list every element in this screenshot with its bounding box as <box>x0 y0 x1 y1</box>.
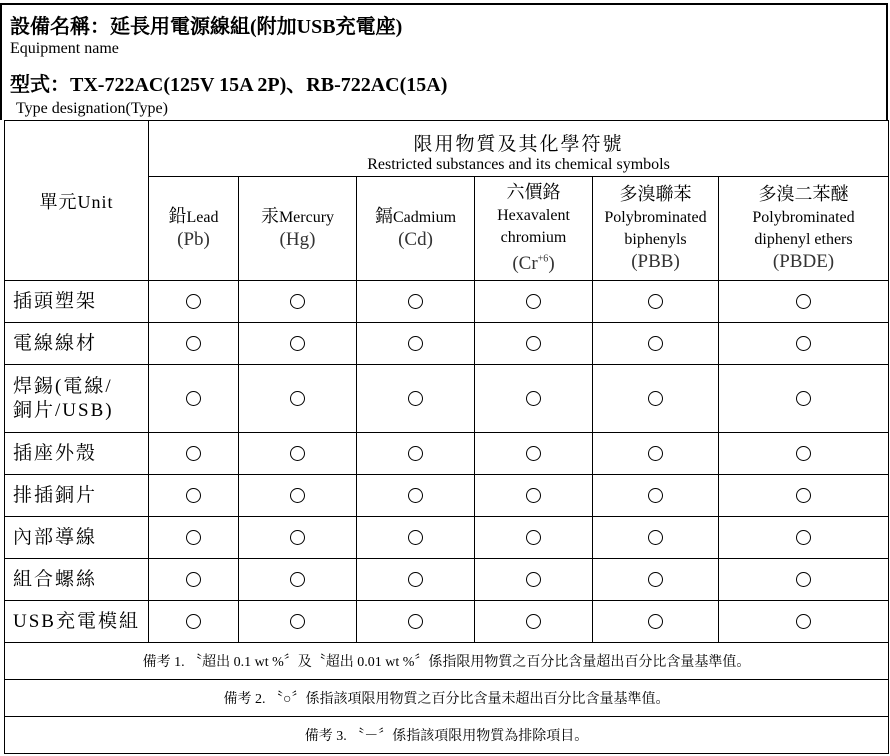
pbde-en: Polybrominated diphenyl ethers <box>752 209 855 248</box>
compliance-cell <box>239 517 357 559</box>
compliant-circle-mark <box>796 614 811 629</box>
restricted-substances-table <box>4 120 889 754</box>
pbde-cn: 多溴二苯醚 <box>758 184 849 204</box>
lead-cn: 鉛 <box>168 206 187 226</box>
compliant-circle-mark <box>796 294 811 309</box>
compliant-circle-mark <box>796 446 811 461</box>
compliance-cell <box>357 601 475 643</box>
chromium-en: Hexavalent chromium <box>497 206 570 246</box>
compliant-circle-mark <box>648 530 663 545</box>
pbb-en: Polybrominated biphenyls <box>604 209 707 248</box>
compliant-circle-mark <box>648 572 663 587</box>
compliant-circle-mark <box>526 488 541 503</box>
compliance-cell <box>357 475 475 517</box>
column-header-cadmium <box>357 177 475 281</box>
table-row <box>5 281 889 323</box>
compliant-circle-mark <box>648 391 663 406</box>
table-row <box>5 475 889 517</box>
compliance-cell <box>475 475 593 517</box>
compliant-circle-mark <box>648 446 663 461</box>
compliant-circle-mark <box>408 446 423 461</box>
compliance-cell <box>239 365 357 433</box>
compliance-cell <box>593 365 719 433</box>
compliance-cell <box>593 281 719 323</box>
compliant-circle-mark <box>290 530 305 545</box>
compliance-cell <box>149 323 239 365</box>
compliance-cell <box>357 323 475 365</box>
column-header-chromium <box>475 177 593 281</box>
compliance-cell <box>239 559 357 601</box>
compliance-cell <box>239 433 357 475</box>
pbb-cn: 多溴聯苯 <box>619 184 692 204</box>
compliance-cell <box>149 365 239 433</box>
mercury-symbol: (Hg) <box>279 229 316 250</box>
compliance-cell <box>593 517 719 559</box>
restricted-header-cn: 限用物質及其化學符號 <box>413 134 624 155</box>
row-label: 電線線材 <box>5 323 149 365</box>
compliance-cell <box>719 475 889 517</box>
type-designation-cn: 型式：TX-722AC(125V 15A 2P)、RB-722AC(15A) <box>10 74 448 96</box>
compliance-cell <box>719 365 889 433</box>
compliant-circle-mark <box>796 336 811 351</box>
compliance-cell <box>239 601 357 643</box>
compliant-circle-mark <box>290 336 305 351</box>
pbb-symbol: (PBB) <box>631 251 680 272</box>
compliant-circle-mark <box>526 294 541 309</box>
chromium-symbol: $(Cr^{+6})$ <box>512 253 555 275</box>
compliant-circle-mark <box>408 614 423 629</box>
compliant-circle-mark <box>186 446 201 461</box>
chromium-cn: 六價鉻 <box>506 181 561 202</box>
compliant-circle-mark <box>186 294 201 309</box>
column-header-pbb <box>593 177 719 281</box>
compliant-circle-mark <box>186 488 201 503</box>
table-row <box>5 323 889 365</box>
compliance-cell <box>719 281 889 323</box>
row-label: 插座外殼 <box>5 433 149 475</box>
compliant-circle-mark <box>186 530 201 545</box>
note-row-3 <box>5 717 889 754</box>
compliance-cell <box>149 559 239 601</box>
cadmium-cn: 鎘 <box>374 206 393 226</box>
restricted-substances-header <box>149 121 889 177</box>
compliant-circle-mark <box>526 391 541 406</box>
compliant-circle-mark <box>290 572 305 587</box>
compliant-circle-mark <box>648 336 663 351</box>
compliant-circle-mark <box>290 488 305 503</box>
compliance-cell <box>149 517 239 559</box>
lead-symbol: (Pb) <box>177 229 210 250</box>
equipment-name-cn: 設備名稱：延長用電源線組(附加USB充電座) <box>10 16 403 38</box>
compliance-cell <box>475 559 593 601</box>
compliant-circle-mark <box>526 572 541 587</box>
compliance-cell <box>719 559 889 601</box>
compliance-cell <box>357 281 475 323</box>
compliant-circle-mark <box>648 294 663 309</box>
compliance-cell <box>719 517 889 559</box>
table-row <box>5 559 889 601</box>
compliant-circle-mark <box>796 391 811 406</box>
lead-en: Lead <box>186 209 219 226</box>
mercury-cn: 汞 <box>260 206 279 226</box>
compliant-circle-mark <box>290 391 305 406</box>
compliance-cell <box>239 281 357 323</box>
compliant-circle-mark <box>290 294 305 309</box>
compliant-circle-mark <box>408 294 423 309</box>
restricted-header-en: Restricted substances and its chemical symbols <box>367 156 670 173</box>
compliance-cell <box>593 475 719 517</box>
compliant-circle-mark <box>796 488 811 503</box>
equipment-name-en: Equipment name <box>10 40 119 57</box>
column-header-mercury <box>239 177 357 281</box>
pbde-symbol: (PBDE) <box>772 251 835 272</box>
compliance-cell <box>475 323 593 365</box>
row-label: 組合螺絲 <box>5 559 149 601</box>
compliance-cell <box>357 433 475 475</box>
compliance-cell <box>593 559 719 601</box>
table-row <box>5 433 889 475</box>
compliant-circle-mark <box>526 336 541 351</box>
compliance-cell <box>593 323 719 365</box>
compliance-cell <box>475 601 593 643</box>
note-1: 備考 1. 〝超出 0.1 wt %〞及〝超出 0.01 wt %〞係指限用物質之百分比含量超出百分比含量基準值。 <box>5 643 889 680</box>
table-header-row-1 <box>5 121 889 177</box>
compliance-cell <box>593 601 719 643</box>
compliant-circle-mark <box>186 391 201 406</box>
compliance-cell <box>239 475 357 517</box>
table-row <box>5 601 889 643</box>
compliance-cell <box>149 281 239 323</box>
row-label-line: 銅片/USB) <box>13 399 114 421</box>
column-header-pbde <box>719 177 889 281</box>
row-label: 插頭塑架 <box>5 281 149 323</box>
row-label-line: 焊錫(電線/ <box>13 375 113 397</box>
row-label: USB充電模組 <box>5 601 149 643</box>
cadmium-en: Cadmium <box>392 209 457 226</box>
row-label: 排插銅片 <box>5 475 149 517</box>
compliance-cell <box>593 433 719 475</box>
note-2: 備考 2. 〝○〞係指該項限用物質之百分比含量未超出百分比含量基準值。 <box>5 680 889 717</box>
compliance-cell <box>149 475 239 517</box>
compliant-circle-mark <box>408 488 423 503</box>
table-row <box>5 365 889 433</box>
compliant-circle-mark <box>186 336 201 351</box>
compliance-cell <box>475 365 593 433</box>
compliance-cell <box>475 281 593 323</box>
row-label: 內部導線 <box>5 517 149 559</box>
compliant-circle-mark <box>186 614 201 629</box>
compliant-circle-mark <box>526 446 541 461</box>
compliance-cell <box>719 601 889 643</box>
compliance-cell <box>475 433 593 475</box>
compliant-circle-mark <box>648 488 663 503</box>
compliant-circle-mark <box>290 614 305 629</box>
note-row-1 <box>5 643 889 680</box>
compliant-circle-mark <box>796 530 811 545</box>
compliant-circle-mark <box>526 614 541 629</box>
unit-header: 單元Unit <box>5 121 149 281</box>
table-body <box>5 281 889 643</box>
compliance-cell <box>357 365 475 433</box>
compliant-circle-mark <box>408 336 423 351</box>
compliance-cell <box>357 559 475 601</box>
compliance-cell <box>239 323 357 365</box>
compliant-circle-mark <box>796 572 811 587</box>
row-label <box>5 365 149 433</box>
type-designation-en: Type designation(Type) <box>16 100 168 117</box>
compliance-cell <box>719 433 889 475</box>
compliant-circle-mark <box>408 530 423 545</box>
mercury-en: Mercury <box>278 209 335 226</box>
compliant-circle-mark <box>648 614 663 629</box>
compliance-cell <box>475 517 593 559</box>
table-row <box>5 517 889 559</box>
column-header-lead <box>149 177 239 281</box>
compliance-cell <box>719 323 889 365</box>
compliance-cell <box>149 601 239 643</box>
note-3: 備考 3. 〝－〞係指該項限用物質為排除項目。 <box>5 717 889 754</box>
compliance-cell <box>149 433 239 475</box>
cadmium-symbol: (Cd) <box>398 229 433 250</box>
compliance-cell <box>357 517 475 559</box>
note-row-2 <box>5 680 889 717</box>
compliant-circle-mark <box>408 391 423 406</box>
compliant-circle-mark <box>186 572 201 587</box>
compliant-circle-mark <box>526 530 541 545</box>
compliant-circle-mark <box>408 572 423 587</box>
compliant-circle-mark <box>290 446 305 461</box>
